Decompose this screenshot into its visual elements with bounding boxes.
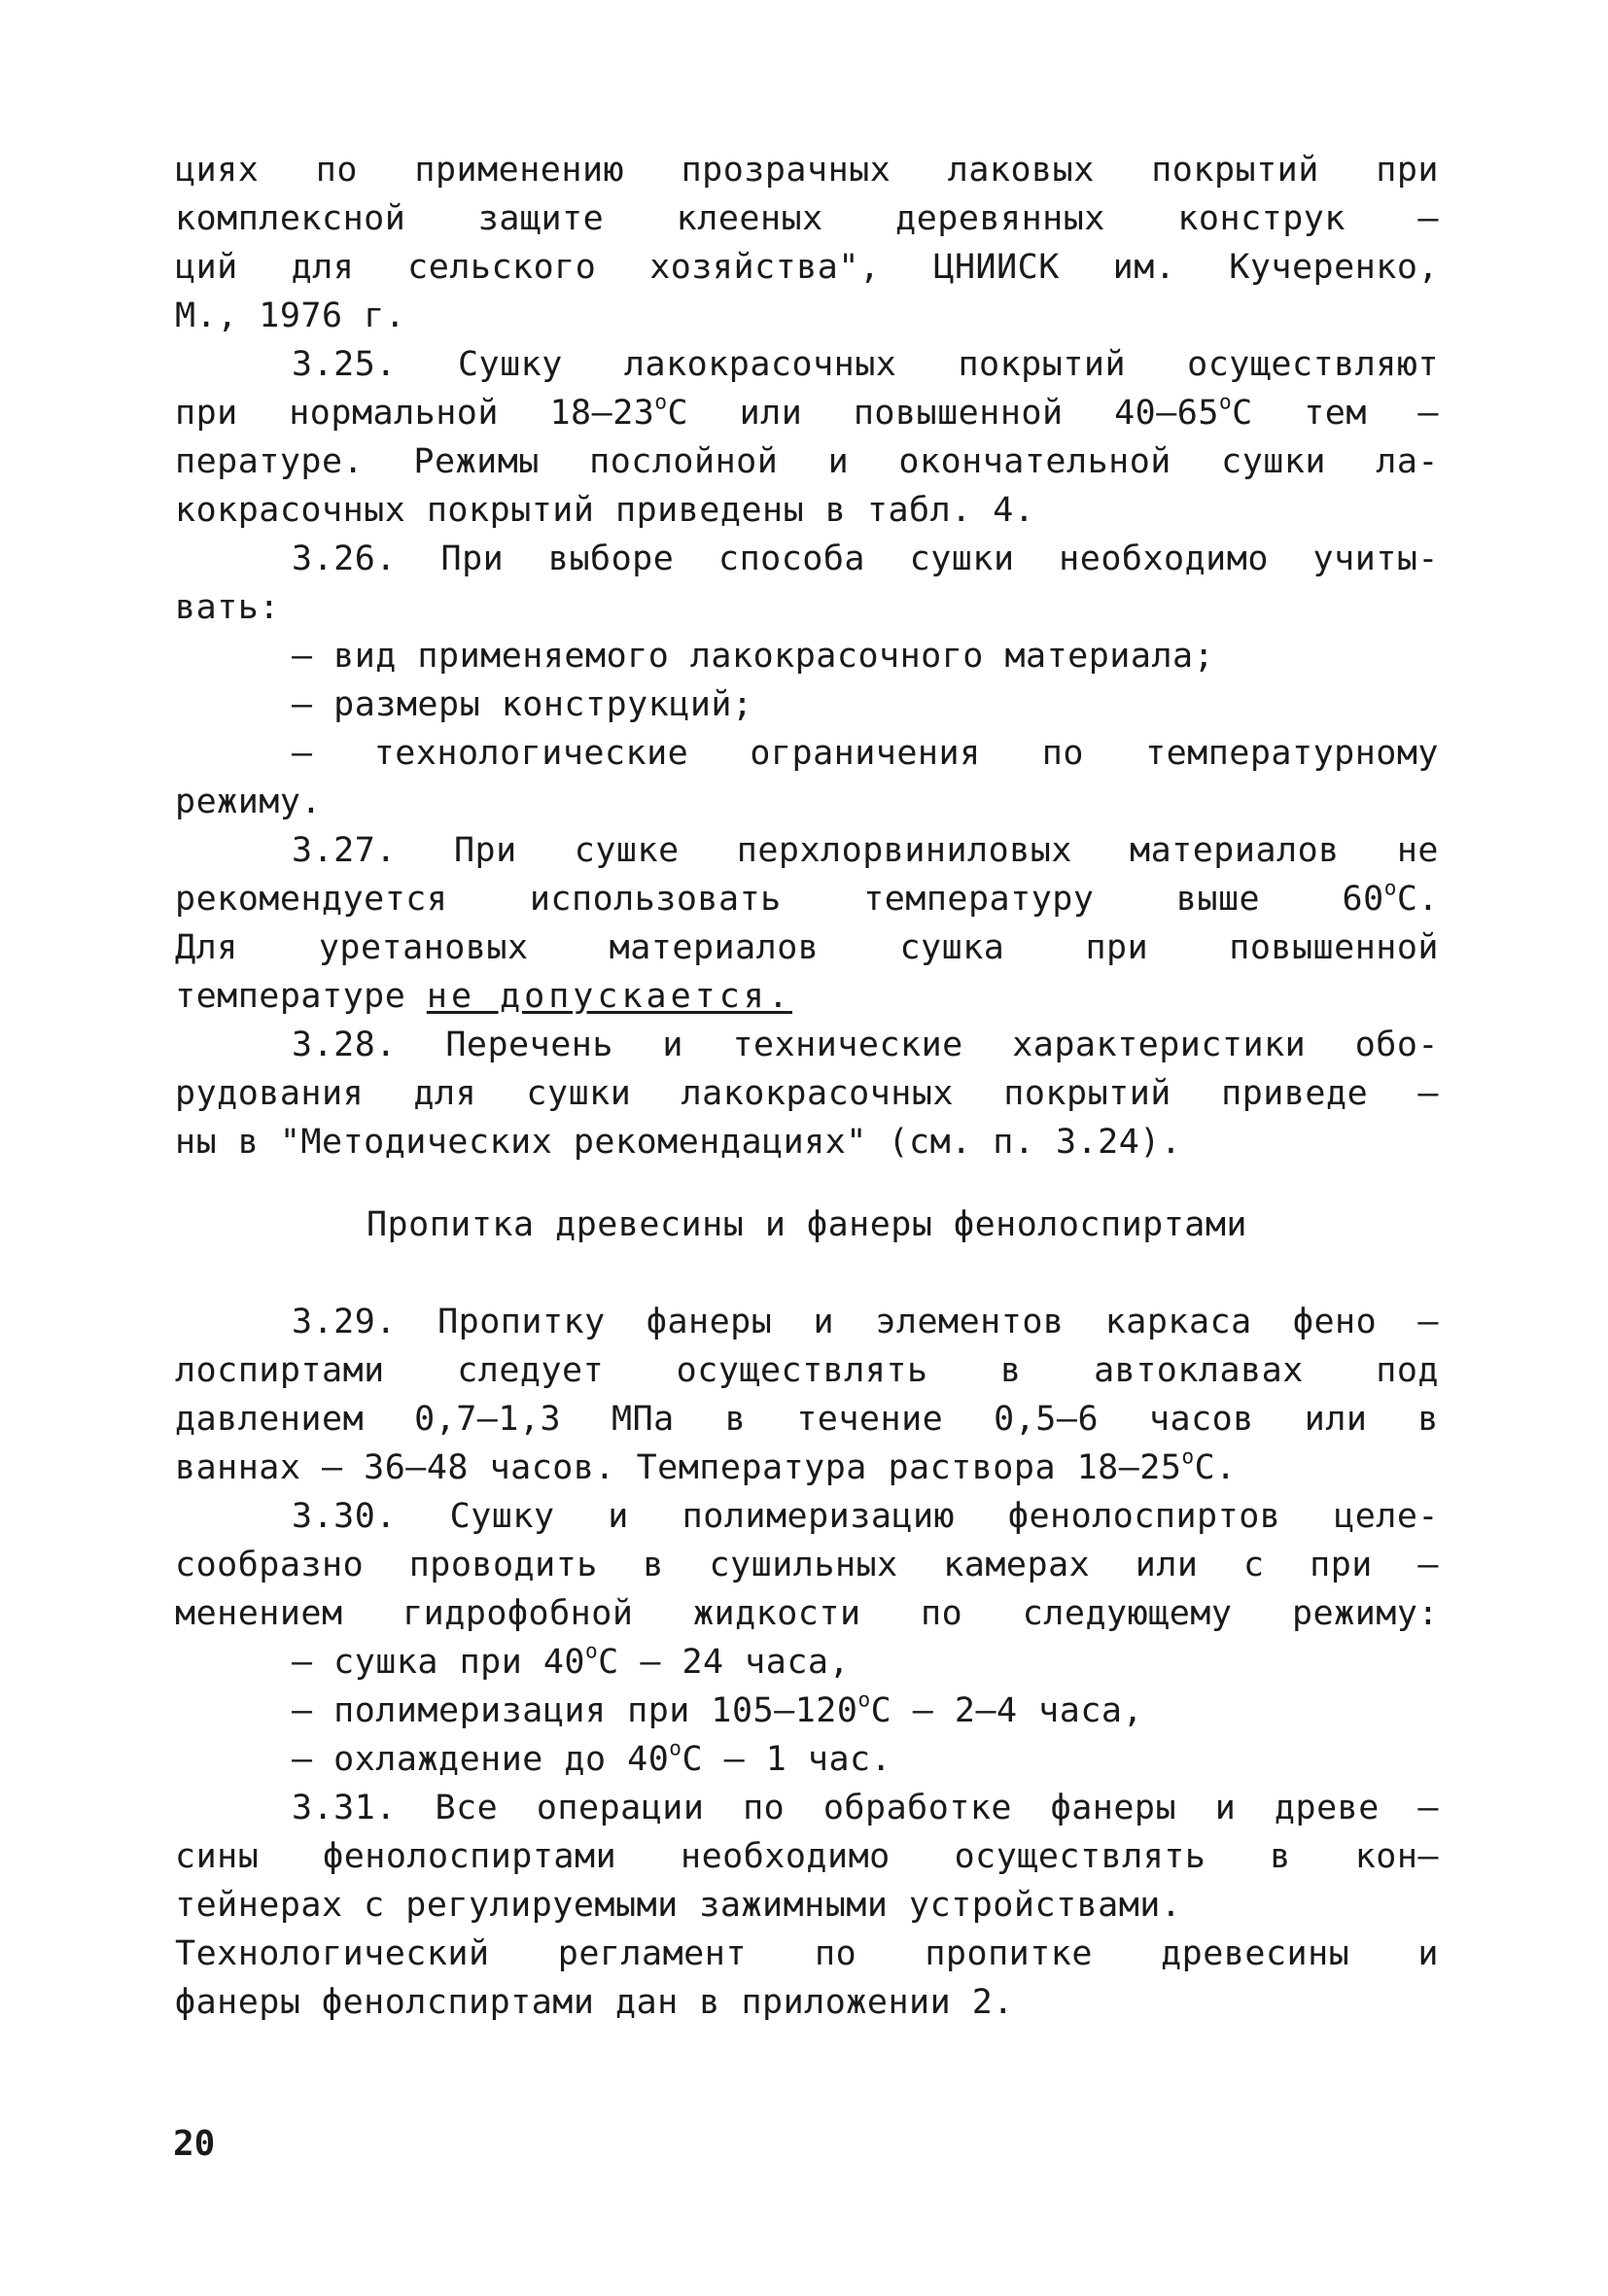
text-fragment: С или повышенной 40–65 [667, 394, 1219, 433]
degree-sign: о [669, 1736, 682, 1760]
paragraph-3-26-first-line: 3.26. При выборе способа сушки необходимо учиты- [292, 539, 1439, 578]
text-fragment: С – 24 часа, [598, 1643, 851, 1682]
paragraph-3-29-first-line: 3.29. Пропитку фанеры и элементов каркаса фено – [292, 1303, 1439, 1341]
section-heading: Пропитка древесины и фанеры фенолоспиртами [366, 1205, 1247, 1244]
text-fragment: температуре [175, 977, 427, 1016]
text-line [175, 389, 1439, 437]
text-line: сообразно проводить в сушильных камерах или с при – [175, 1546, 1439, 1584]
list-item [292, 1735, 1439, 1784]
text-fragment: С – 2–4 часа, [870, 1691, 1144, 1730]
text-line: ны в "Методических рекомендациях" (см. п. 3.24). [175, 1123, 1182, 1162]
degree-sign: о [585, 1639, 599, 1663]
list-item [292, 1638, 1439, 1687]
list-item: – вид применяемого лакокрасочного материала; [292, 637, 1215, 676]
text-line: М., 1976 г. [175, 296, 406, 335]
list-item: – размеры конструкций; [292, 685, 753, 724]
text-line: вать: [175, 588, 280, 627]
list-item [292, 1687, 1439, 1735]
degree-sign: о [1181, 1444, 1195, 1469]
text-fragment: С – 1 час. [682, 1740, 892, 1779]
degree-sign: о [857, 1687, 871, 1712]
text-line: ций для сельского хозяйства", ЦНИИСК им. Кучеренко, [175, 248, 1439, 287]
text-fragment: – полимеризация при 105–120 [292, 1691, 858, 1730]
text-line: режиму. [175, 783, 323, 821]
text-line [175, 1444, 1439, 1492]
text-line: Для уретановых материалов сушка при повышенной [175, 928, 1439, 967]
underlined-phrase: не допускается. [426, 977, 792, 1016]
text-line: рудования для сушки лакокрасочных покрытий приведе – [175, 1074, 1439, 1113]
text-line: лоспиртами следует осуществлять в автоклавах под [175, 1351, 1439, 1390]
text-line: циях по применению прозрачных лаковых покрытий при [175, 151, 1439, 190]
text-fragment: – сушка при 40 [292, 1643, 586, 1682]
text-fragment: С тем – [1232, 394, 1439, 433]
text-fragment: рекомендуется использовать температуру выше 60 [175, 880, 1384, 919]
text-line: пературе. Режимы послойной и окончательной сушки ла- [175, 442, 1439, 481]
degree-sign: о [1218, 390, 1233, 414]
text-line: Технологический регламент по пропитке древесины и [175, 1934, 1439, 1973]
text-line: сины фенолоспиртами необходимо осуществлять в кон– [175, 1837, 1439, 1876]
page-number: 20 [173, 2124, 216, 2164]
text-line: фанеры фенолспиртами дан в приложении 2. [175, 1983, 1014, 2022]
text-fragment: ваннах – 36–48 часов. Температура раствора 18–25 [175, 1448, 1182, 1487]
paragraph-3-25-first-line: 3.25. Сушку лакокрасочных покрытий осуществляют [292, 345, 1439, 384]
text-line [175, 972, 1439, 1021]
text-line [175, 875, 1439, 923]
list-item: – технологические ограничения по температурному [292, 734, 1439, 773]
text-line: менением гидрофобной жидкости по следующему режиму: [175, 1594, 1439, 1633]
paragraph-3-31-first-line: 3.31. Все операции по обработке фанеры и древе – [292, 1789, 1439, 1827]
degree-sign: о [654, 390, 668, 414]
text-fragment: С. [1194, 1448, 1237, 1487]
paragraph-3-30-first-line: 3.30. Сушку и полимеризацию фенолоспиртов целе- [292, 1497, 1439, 1536]
text-fragment: С. [1396, 880, 1439, 919]
degree-sign: о [1383, 876, 1397, 900]
paragraph-3-27-first-line: 3.27. При сушке перхлорвиниловых материалов не [292, 831, 1439, 870]
text-line: кокрасочных покрытий приведены в табл. 4. [175, 491, 1035, 530]
paragraph-3-28-first-line: 3.28. Перечень и технические характеристики обо- [292, 1026, 1439, 1064]
text-line: тейнерах с регулируемыми зажимными устройствами. [175, 1886, 1182, 1925]
text-fragment: при нормальной 18–23 [175, 394, 655, 433]
text-fragment: – охлаждение до 40 [292, 1740, 670, 1779]
text-line: комплексной защите клееных деревянных конструк – [175, 199, 1439, 238]
text-line: давлением 0,7–1,3 МПа в течение 0,5–6 часов или в [175, 1400, 1439, 1439]
